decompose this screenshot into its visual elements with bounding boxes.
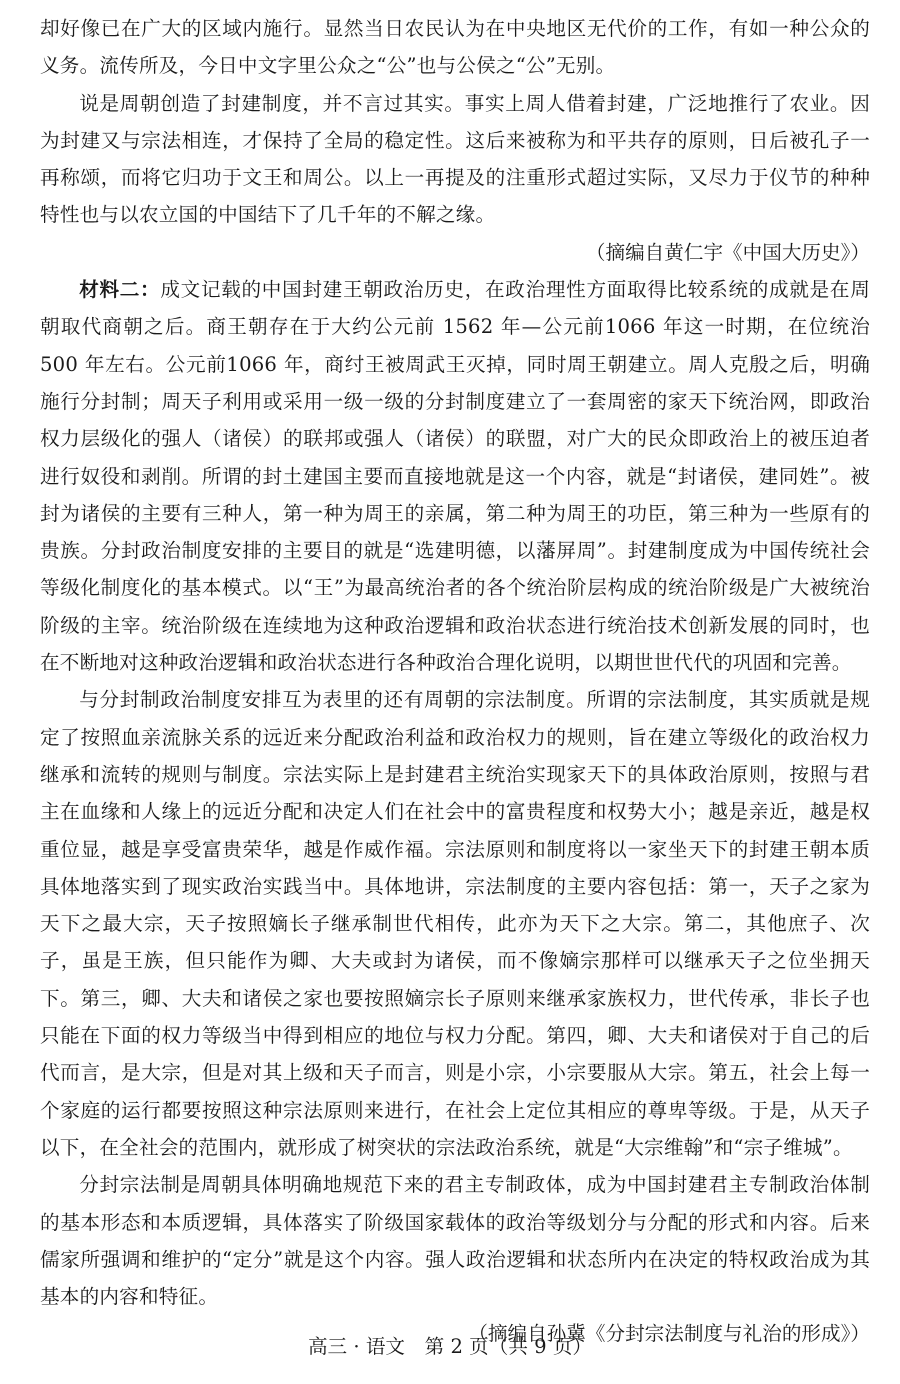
material-two-label: 材料二： <box>79 278 161 302</box>
material-two-paragraph-2: 与分封制政治制度安排互为表里的还有周朝的宗法制度。所谓的宗法制度，其实质就是规定了按照血亲流脉关系的远近来分配政治利益和政治权力的规则，旨在建立等级化的政治权力继承和流转的规则与制度。宗法实际上是封建君主统治实现家天下的具体政治原则，按照与君主在血缘和人缘上的远近分配和决定人们在社会中的富贵程度和权势大小；越是亲近，越是权重位显，越是享受富贵荣华，越是作威作福。宗法原则和制度将以一家坐天下的封建王朝本质具体地落实到了现实政治实践当中。具体地讲，宗法制度的主要内容包括：第一，天子之家为天下之最大宗，天子按照嫡长子继承制世代相传，此亦为天下之大宗。第二，其他庶子、次子，虽是王族，但只能作为卿、大夫或封为诸侯，而不像嫡宗那样可以继承天子之位坐拥天下。第三，卿、大夫和诸侯之家也要按照嫡宗长子原则来继承家族权力，世代传承，非长子也只能在下面的权力等级当中得到相应的地位与权力分配。第四，卿、大夫和诸侯对于自己的后代而言，是大宗，但是对其上级和天子而言，则是小宗，小宗要服从大宗。第五，社会上每一个家庭的运行都要按照这种宗法原则来进行，在社会上定位其相应的尊卑等级。于是，从天子以下，在全社会的范围内，就形成了树突状的宗法政治系统，就是“大宗维翰”和“宗子维城”。 <box>40 688 870 1159</box>
document-page <box>40 10 870 1353</box>
material-one-continuation: 却好像已在广大的区域内施行。显然当日农民认为在中央地区无代价的工作，有如一种公众的义务。流传所及，今日中文字里公众之“公”也与公侯之“公”无别。 <box>40 17 870 78</box>
material-two-source: （摘编自孙冀《分封宗法制度与礼治的形成》） <box>468 1322 870 1346</box>
material-one-source: （摘编自黄仁宇《中国大历史》） <box>585 240 870 264</box>
material-two-paragraph-1-text: 成文记载的中国封建王朝政治历史，在政治理性方面取得比较系统的成就是在周朝取代商朝之后。商王朝存在于大约公元前 1562 年—公元前1066 年这一时期，在位统治500 年左右。公元前1066 年，商纣王被周武王灭掉，同时周王朝建立。周人克殷之后，明确施行分封制；周天子利用或采用一级一级的分封制度建立了一套周密的家天下统治网，即政治权力层级化的强人（诸侯）的联邦或强人（诸侯）的联盟，对广大的民众即政治上的被压迫者进行奴役和剥削。所谓的封土建国主要而直接地就是这一个内容，就是“封诸侯，建同姓”。被封为诸侯的主要有三种人，第一种为周王的亲属，第二种为周王的功臣，第三种为一些原有的贵族。分封政治制度安排的主要目的就是“选建明德，以藩屏周”。封建制度成为中国传统社会等级化制度化的基本模式。以“王”为最高统治者的各个统治阶层构成的统治阶级是广大被统治阶级的主宰。统治阶级在连续地为这种政治逻辑和政治状态进行统治技术创新发展的同时，也在不断地对这种政治逻辑和政治状态进行各种政治合理化说明，以期世世代代的巩固和完善。 <box>40 278 870 675</box>
material-two-paragraph-1 <box>40 271 870 681</box>
material-one-paragraph-2: 说是周朝创造了封建制度，并不言过其实。事实上周人借着封建，广泛地推行了农业。因为封建又与宗法相连，才保持了全局的稳定性。这后来被称为和平共存的原则，日后被孔子一再称颂，而将它归功于文王和周公。以上一再提及的注重形式超过实际，又尽力于仪节的种种特性也与以农立国的中国结下了几千年的不解之缘。 <box>40 91 870 227</box>
page-footer: 高三 · 语文 第 2 页（共 9 页） <box>307 1335 593 1358</box>
material-two-paragraph-3: 分封宗法制是周朝具体明确地规范下来的君主专制政体，成为中国封建君主专制政治体制的基本形态和本质逻辑，具体落实了阶级国家载体的政治等级划分与分配的形式和内容。后来儒家所强调和维护的“定分”就是这个内容。强人政治逻辑和状态所内在决定的特权政治成为其基本的内容和特征。 <box>40 1173 870 1309</box>
